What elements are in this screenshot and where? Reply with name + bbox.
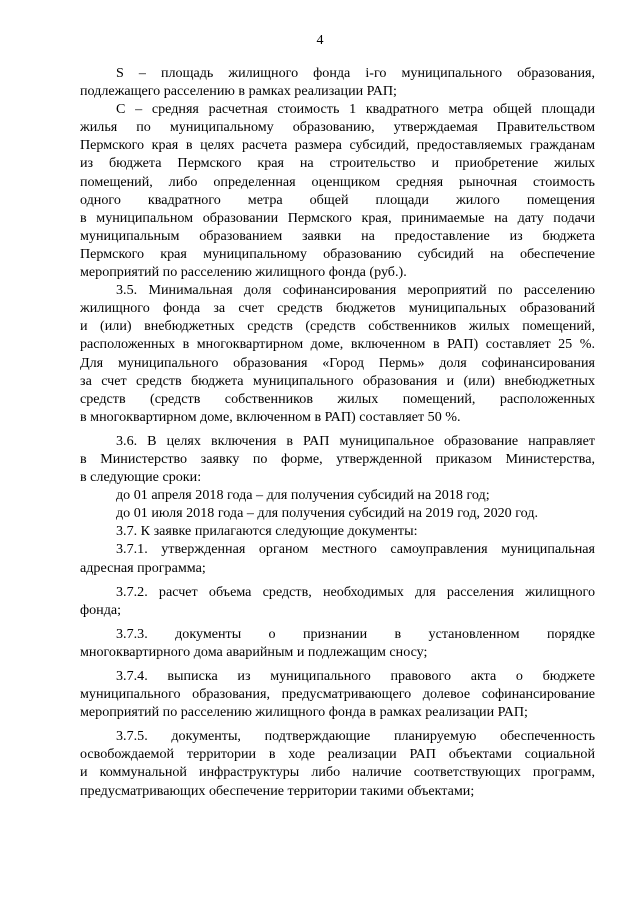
text-line: из бюджета Пермского края на строительство и приобретение жилых xyxy=(80,155,595,172)
text-line: 3.7.4. выписка из муниципального правового акта о бюджете xyxy=(116,668,595,684)
text-line: в муниципальном образовании Пермского края, принимаемые на дату подачи xyxy=(80,209,595,226)
text-line: S – площадь жилищного фонда i-го муниципального образования, xyxy=(116,65,595,81)
document-body xyxy=(80,64,595,800)
text-line: в Министерство заявку по форме, утвержденной приказом Министерства, xyxy=(80,450,595,467)
text-line: расположенных в многоквартирном доме, включенном в РАП) составляет 25 %. xyxy=(80,336,595,353)
text-line: Пермского края в целях расчета размера субсидий, предоставляемых гражданам xyxy=(80,137,595,154)
text-line: 3.6. В целях включения в РАП муниципальное образование направляет xyxy=(116,432,595,449)
text-line: и (или) внебюджетных средств (средств собственников жилых помещений, xyxy=(80,318,595,335)
text-line: мероприятий по расселению жилищного фонда (руб.). xyxy=(80,264,407,281)
text-line: в многоквартирном доме, включенном в РАП) составляет 50 %. xyxy=(80,408,461,425)
text-line: в следующие сроки: xyxy=(80,469,202,486)
text-line: подлежащего расселению в рамках реализации РАП; xyxy=(80,83,397,100)
text-line: муниципальным образованием заявки на предоставление из бюджета xyxy=(80,227,595,244)
text-line: Для муниципального образования «Город Пермь» доля софинансирования xyxy=(80,354,595,371)
text-line: мероприятий по расселению жилищного фонда в рамках реализации РАП; xyxy=(80,704,528,721)
text-line: 3.5. Минимальная доля софинансирования мероприятий по расселению xyxy=(116,282,595,299)
text-line: фонда; xyxy=(80,601,122,618)
text-line: помещений, либо определенная оценщиком средняя рыночная стоимость xyxy=(80,173,595,190)
text-line: 3.7. К заявке прилагаются следующие документы: xyxy=(116,523,418,540)
text-line: C – средняя расчетная стоимость 1 квадратного метра общей площади xyxy=(116,101,595,118)
text-line: до 01 июля 2018 года – для получения субсидий на 2019 год, 2020 год. xyxy=(116,505,539,522)
text-line: многоквартирного дома аварийным и подлежащим сносу; xyxy=(80,643,428,660)
text-line: 3.7.5. документы, подтверждающие планируемую обеспеченность xyxy=(116,728,595,745)
text-line: жилищного фонда за счет средств бюджетов муниципальных образований xyxy=(80,300,595,317)
text-line: освобождаемой территории в ходе реализации РАП объектами социальной xyxy=(80,746,595,763)
text-line: адресная программа; xyxy=(80,559,206,576)
text-line: 3.7.2. расчет объема средств, необходимых для расселения жилищного xyxy=(116,583,595,600)
text-line: 3.7.3. документы о признании в установленном порядке xyxy=(116,625,595,642)
text-line: муниципального образования, предусматривающего долевое софинансирование xyxy=(80,686,595,703)
text-line: предусматривающих обеспечение территории такими объектами; xyxy=(80,782,475,799)
text-line: одного квадратного метра общей площади жилого помещения xyxy=(80,191,595,208)
text-line: 3.7.1. утвержденная органом местного самоуправления муниципальная xyxy=(116,541,595,558)
page-number: 4 xyxy=(316,33,324,48)
text-line: жилья по муниципальному образованию, утверждаемая Правительством xyxy=(80,119,595,136)
text-line: до 01 апреля 2018 года – для получения субсидий на 2018 год; xyxy=(116,487,490,504)
text-line: средств (средств собственников жилых помещений, расположенных xyxy=(80,390,595,407)
text-line: Пермского края муниципальному образованию субсидий на обеспечение xyxy=(80,245,595,262)
text-line: и коммунальной инфраструктуры либо наличие соответствующих программ, xyxy=(80,764,595,781)
text-line: за счет средств бюджета муниципального образования и (или) внебюджетных xyxy=(80,372,595,389)
